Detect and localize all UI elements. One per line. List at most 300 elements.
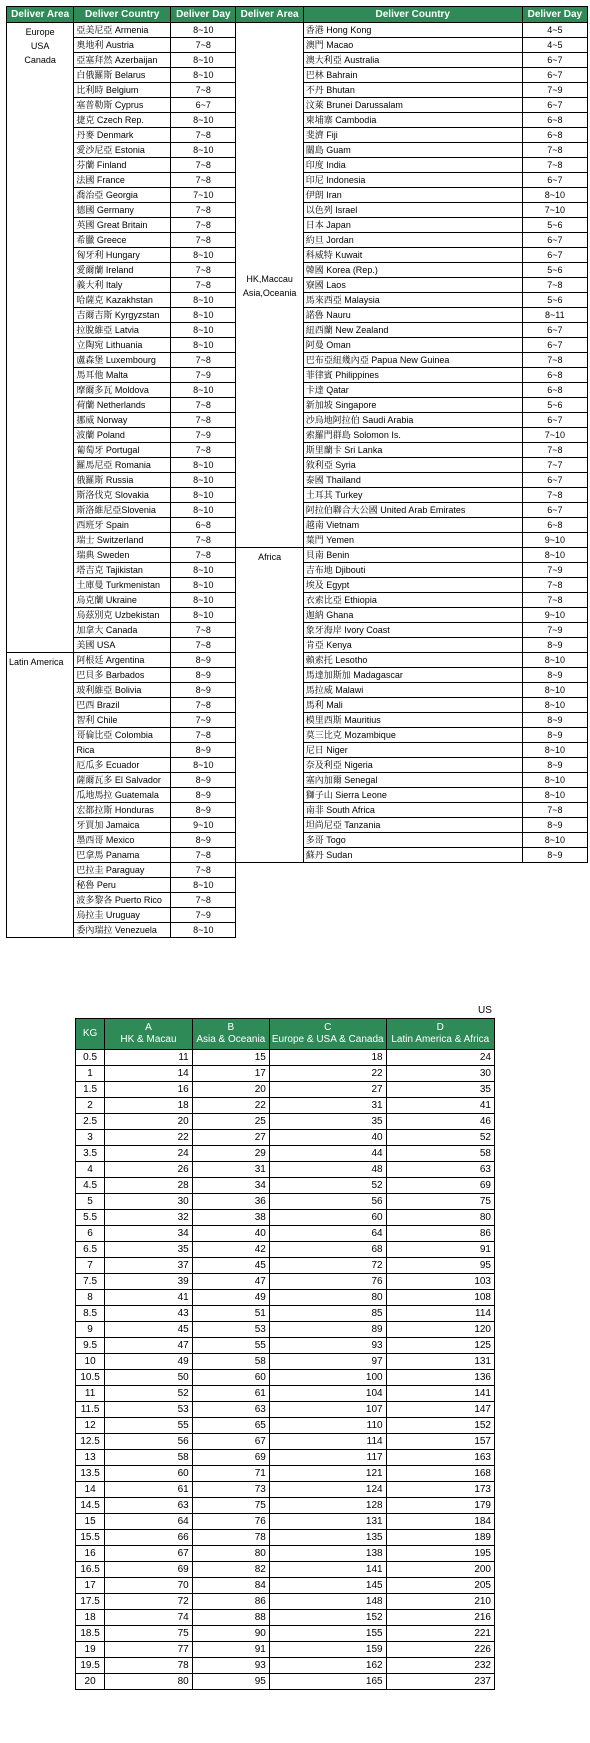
- price-cell: 67: [192, 1434, 269, 1450]
- price-cell: 80: [192, 1546, 269, 1562]
- price-row: [76, 1354, 495, 1370]
- price-cell: 64: [269, 1226, 386, 1242]
- kg-cell: 19: [76, 1642, 105, 1658]
- deliver-day-cell: 8~10: [171, 878, 236, 893]
- price-table-header: [76, 1019, 495, 1050]
- price-cell: 49: [192, 1290, 269, 1306]
- deliver-day-cell: 8~10: [522, 683, 587, 698]
- country-cell: 喬治亞 Georgia: [74, 188, 171, 203]
- price-cell: 72: [105, 1594, 193, 1610]
- price-row: [76, 1498, 495, 1514]
- price-cell: 58: [386, 1146, 494, 1162]
- price-cell: 17: [192, 1066, 269, 1082]
- deliver-day-cell: 8~9: [522, 758, 587, 773]
- price-cell: 30: [386, 1066, 494, 1082]
- header-deliver-area: Deliver Area: [236, 7, 303, 23]
- deliver-day-cell: 7~8: [171, 638, 236, 653]
- price-row: [76, 1258, 495, 1274]
- price-row: [76, 1130, 495, 1146]
- deliver-day-cell: 8~10: [522, 773, 587, 788]
- price-cell: 67: [105, 1546, 193, 1562]
- price-cell: 63: [105, 1498, 193, 1514]
- deliver-day-cell: 7~8: [171, 278, 236, 293]
- price-row: [76, 1642, 495, 1658]
- price-header-letter: B: [227, 1022, 235, 1033]
- price-cell: 200: [386, 1562, 494, 1578]
- price-cell: 50: [105, 1370, 193, 1386]
- price-cell: 141: [269, 1562, 386, 1578]
- delivery-row: [7, 23, 588, 38]
- header-deliver-day: Deliver Day: [522, 7, 587, 23]
- deliver-day-cell: 7~9: [522, 563, 587, 578]
- price-row: [76, 1562, 495, 1578]
- country-cell: 德國 Germany: [74, 203, 171, 218]
- kg-cell: 5: [76, 1194, 105, 1210]
- deliver-area-cell: Africa: [236, 548, 303, 863]
- deliver-day-cell: 7~8: [171, 848, 236, 863]
- deliver-day-cell: 9~10: [522, 533, 587, 548]
- deliver-day-cell: 7~8: [171, 38, 236, 53]
- deliver-day-cell: 8~9: [171, 803, 236, 818]
- deliver-day-cell: 6~7: [522, 173, 587, 188]
- price-header-4: [386, 1019, 494, 1050]
- deliver-day-cell: 7~8: [171, 863, 236, 878]
- kg-cell: 4.5: [76, 1178, 105, 1194]
- country-cell: 烏茲別克 Uzbekistan: [74, 608, 171, 623]
- price-cell: 95: [192, 1674, 269, 1690]
- price-cell: 37: [105, 1258, 193, 1274]
- kg-cell: 11.5: [76, 1402, 105, 1418]
- deliver-day-cell: 7~8: [171, 353, 236, 368]
- price-cell: 46: [386, 1114, 494, 1130]
- price-cell: 38: [192, 1210, 269, 1226]
- country-cell: 玻利維亞 Bolivia: [74, 683, 171, 698]
- kg-cell: 8: [76, 1290, 105, 1306]
- deliver-day-cell: 8~9: [522, 638, 587, 653]
- country-cell: 馬來西亞 Malaysia: [303, 293, 522, 308]
- country-cell: 英國 Great Britain: [74, 218, 171, 233]
- price-row: [76, 1578, 495, 1594]
- header-deliver-country: Deliver Country: [74, 7, 171, 23]
- header-deliver-area: Deliver Area: [7, 7, 74, 23]
- price-row: [76, 1514, 495, 1530]
- price-cell: 76: [269, 1274, 386, 1290]
- price-cell: 165: [269, 1674, 386, 1690]
- price-cell: 124: [269, 1482, 386, 1498]
- kg-cell: 5.5: [76, 1210, 105, 1226]
- price-cell: 28: [105, 1178, 193, 1194]
- price-cell: 25: [192, 1114, 269, 1130]
- delivery-table-header: [7, 7, 588, 23]
- deliver-day-cell: 7~8: [171, 443, 236, 458]
- deliver-day-cell: 8~10: [171, 323, 236, 338]
- price-cell: 93: [192, 1658, 269, 1674]
- country-cell: 巴林 Bahrain: [303, 68, 522, 83]
- kg-cell: 7.5: [76, 1274, 105, 1290]
- country-cell: 索羅門群島 Solomon Is.: [303, 428, 522, 443]
- currency-label: US: [478, 1005, 492, 1016]
- price-cell: 195: [386, 1546, 494, 1562]
- empty-cell: [236, 893, 303, 908]
- price-cell: 61: [192, 1386, 269, 1402]
- deliver-day-cell: 6~7: [522, 338, 587, 353]
- price-cell: 80: [105, 1674, 193, 1690]
- country-cell: 墨西哥 Mexico: [74, 833, 171, 848]
- price-cell: 52: [105, 1386, 193, 1402]
- deliver-day-cell: 6~7: [522, 233, 587, 248]
- country-cell: 宏都拉斯 Honduras: [74, 803, 171, 818]
- kg-cell: 18.5: [76, 1626, 105, 1642]
- country-cell: 迦納 Ghana: [303, 608, 522, 623]
- price-cell: 163: [386, 1450, 494, 1466]
- country-cell: 斐濟 Fiji: [303, 128, 522, 143]
- deliver-day-cell: 6~7: [522, 473, 587, 488]
- price-cell: 108: [386, 1290, 494, 1306]
- price-cell: 36: [192, 1194, 269, 1210]
- deliver-day-cell: 8~9: [522, 668, 587, 683]
- country-cell: 摩爾多瓦 Moldova: [74, 383, 171, 398]
- price-cell: 120: [386, 1322, 494, 1338]
- deliver-day-cell: 7~8: [171, 173, 236, 188]
- deliver-day-cell: 7~8: [171, 263, 236, 278]
- country-cell: 馬耳他 Malta: [74, 368, 171, 383]
- empty-cell: [522, 893, 587, 908]
- price-cell: 73: [192, 1482, 269, 1498]
- price-row: [76, 1290, 495, 1306]
- country-cell: 馬利 Mali: [303, 698, 522, 713]
- country-cell: 哈薩克 Kazakhstan: [74, 293, 171, 308]
- price-cell: 55: [192, 1338, 269, 1354]
- kg-cell: 13.5: [76, 1466, 105, 1482]
- country-cell: 吉布地 Djibouti: [303, 563, 522, 578]
- country-cell: 捷克 Czech Rep.: [74, 113, 171, 128]
- deliver-day-cell: 8~9: [171, 653, 236, 668]
- price-cell: 35: [105, 1242, 193, 1258]
- price-cell: 51: [192, 1306, 269, 1322]
- price-row: [76, 1546, 495, 1562]
- deliver-day-cell: 9~10: [522, 608, 587, 623]
- deliver-day-cell: 8~10: [171, 458, 236, 473]
- kg-cell: 9.5: [76, 1338, 105, 1354]
- price-cell: 20: [192, 1082, 269, 1098]
- deliver-day-cell: 8~10: [171, 68, 236, 83]
- price-row: [76, 1610, 495, 1626]
- deliver-day-cell: 6~8: [522, 518, 587, 533]
- deliver-day-cell: 8~9: [522, 713, 587, 728]
- price-cell: 27: [269, 1082, 386, 1098]
- price-cell: 15: [192, 1050, 269, 1066]
- deliver-day-cell: 8~10: [522, 188, 587, 203]
- deliver-day-cell: 6~8: [522, 128, 587, 143]
- price-cell: 35: [386, 1082, 494, 1098]
- country-cell: 斯洛維尼亞Slovenia: [74, 503, 171, 518]
- kg-cell: 17: [76, 1578, 105, 1594]
- price-cell: 189: [386, 1530, 494, 1546]
- country-cell: 以色列 Israel: [303, 203, 522, 218]
- price-header-3: [269, 1019, 386, 1050]
- country-cell: 賴索托 Lesotho: [303, 653, 522, 668]
- price-cell: 86: [386, 1226, 494, 1242]
- price-row: [76, 1226, 495, 1242]
- country-cell: 汶萊 Brunei Darussalam: [303, 98, 522, 113]
- delivery-row: [7, 863, 588, 878]
- price-cell: 210: [386, 1594, 494, 1610]
- price-row: [76, 1194, 495, 1210]
- empty-cell: [522, 878, 587, 893]
- country-cell: 瓜地馬拉 Guatemala: [74, 788, 171, 803]
- empty-cell: [303, 893, 522, 908]
- price-row: [76, 1082, 495, 1098]
- deliver-day-cell: 7~8: [522, 353, 587, 368]
- price-cell: 104: [269, 1386, 386, 1402]
- deliver-day-cell: 8~10: [522, 743, 587, 758]
- deliver-day-cell: 7~8: [522, 158, 587, 173]
- price-cell: 66: [105, 1530, 193, 1546]
- deliver-day-cell: 6~8: [522, 383, 587, 398]
- price-cell: 48: [269, 1162, 386, 1178]
- country-cell: 沙烏地阿拉伯 Saudi Arabia: [303, 413, 522, 428]
- price-row: [76, 1530, 495, 1546]
- country-cell: 匈牙利 Hungary: [74, 248, 171, 263]
- deliver-area-cell: Europe USA Canada: [7, 23, 74, 653]
- kg-cell: 10.5: [76, 1370, 105, 1386]
- price-cell: 78: [105, 1658, 193, 1674]
- country-cell: 印度 India: [303, 158, 522, 173]
- price-cell: 173: [386, 1482, 494, 1498]
- price-cell: 205: [386, 1578, 494, 1594]
- deliver-day-cell: 8~9: [522, 818, 587, 833]
- country-cell: 薩爾瓦多 El Salvador: [74, 773, 171, 788]
- empty-cell: [522, 908, 587, 923]
- deliver-day-cell: 7~8: [171, 203, 236, 218]
- country-cell: 斯里蘭卡 Sri Lanka: [303, 443, 522, 458]
- price-cell: 91: [386, 1242, 494, 1258]
- empty-cell: [236, 923, 303, 938]
- price-row: [76, 1674, 495, 1690]
- deliver-day-cell: 7~8: [171, 548, 236, 563]
- price-cell: 179: [386, 1498, 494, 1514]
- price-cell: 58: [105, 1450, 193, 1466]
- price-cell: 95: [386, 1258, 494, 1274]
- price-cell: 184: [386, 1514, 494, 1530]
- price-row: [76, 1322, 495, 1338]
- empty-cell: [303, 878, 522, 893]
- country-cell: 菲律賓 Philippines: [303, 368, 522, 383]
- country-cell: 秘魯 Peru: [74, 878, 171, 893]
- delivery-time-table: [6, 6, 588, 938]
- empty-cell: [303, 908, 522, 923]
- price-cell: 18: [105, 1098, 193, 1114]
- deliver-day-cell: 7~8: [171, 533, 236, 548]
- deliver-day-cell: 7~10: [522, 428, 587, 443]
- country-cell: 越南 Vietnam: [303, 518, 522, 533]
- country-cell: 希臘 Greece: [74, 233, 171, 248]
- deliver-day-cell: 9~10: [171, 818, 236, 833]
- country-cell: 敘利亞 Syria: [303, 458, 522, 473]
- price-cell: 60: [269, 1210, 386, 1226]
- price-header-letter: A: [145, 1022, 152, 1033]
- country-cell: 奈及利亞 Nigeria: [303, 758, 522, 773]
- price-cell: 75: [192, 1498, 269, 1514]
- country-cell: 羅馬尼亞 Romania: [74, 458, 171, 473]
- price-cell: 24: [105, 1146, 193, 1162]
- price-cell: 152: [269, 1610, 386, 1626]
- country-cell: 科威特 Kuwait: [303, 248, 522, 263]
- price-cell: 131: [269, 1514, 386, 1530]
- country-cell: 新加坡 Singapore: [303, 398, 522, 413]
- country-cell: 加拿大 Canada: [74, 623, 171, 638]
- country-cell: 比利時 Belgium: [74, 83, 171, 98]
- deliver-day-cell: 7~8: [171, 158, 236, 173]
- price-cell: 75: [105, 1626, 193, 1642]
- price-cell: 155: [269, 1626, 386, 1642]
- deliver-day-cell: 8~9: [522, 728, 587, 743]
- price-cell: 32: [105, 1210, 193, 1226]
- price-row: [76, 1066, 495, 1082]
- country-cell: 葡萄牙 Portugal: [74, 443, 171, 458]
- price-cell: 148: [269, 1594, 386, 1610]
- country-cell: 泰國 Thailand: [303, 473, 522, 488]
- price-cell: 63: [192, 1402, 269, 1418]
- country-cell: 模里西斯 Mauritius: [303, 713, 522, 728]
- price-cell: 53: [105, 1402, 193, 1418]
- price-row: [76, 1386, 495, 1402]
- kg-cell: 11: [76, 1386, 105, 1402]
- delivery-row: [7, 923, 588, 938]
- deliver-day-cell: 7~8: [171, 728, 236, 743]
- price-cell: 61: [105, 1482, 193, 1498]
- country-cell: 義大利 Italy: [74, 278, 171, 293]
- deliver-day-cell: 7~8: [171, 698, 236, 713]
- price-header-label: KG: [82, 1028, 98, 1039]
- price-cell: 75: [386, 1194, 494, 1210]
- deliver-day-cell: 8~9: [171, 668, 236, 683]
- empty-cell: [236, 908, 303, 923]
- deliver-day-cell: 8~10: [171, 383, 236, 398]
- kg-cell: 16.5: [76, 1562, 105, 1578]
- country-cell: 巴西 Brazil: [74, 698, 171, 713]
- deliver-day-cell: 8~10: [171, 248, 236, 263]
- country-cell: 南非 South Africa: [303, 803, 522, 818]
- deliver-day-cell: 6~7: [522, 98, 587, 113]
- country-cell: 芬蘭 Finland: [74, 158, 171, 173]
- country-cell: 貝南 Benin: [303, 548, 522, 563]
- country-cell: 關島 Guam: [303, 143, 522, 158]
- price-cell: 27: [192, 1130, 269, 1146]
- price-cell: 125: [386, 1338, 494, 1354]
- deliver-day-cell: 6~7: [522, 503, 587, 518]
- country-cell: 不丹 Bhutan: [303, 83, 522, 98]
- deliver-day-cell: 8~9: [171, 833, 236, 848]
- country-cell: 丹麥 Denmark: [74, 128, 171, 143]
- kg-cell: 13: [76, 1450, 105, 1466]
- price-cell: 103: [386, 1274, 494, 1290]
- price-cell: 168: [386, 1466, 494, 1482]
- country-cell: 衣索比亞 Ethiopia: [303, 593, 522, 608]
- deliver-day-cell: 8~9: [171, 773, 236, 788]
- kg-cell: 2: [76, 1098, 105, 1114]
- price-cell: 141: [386, 1386, 494, 1402]
- deliver-day-cell: 4~5: [522, 23, 587, 38]
- country-cell: 厄瓜多 Ecuador: [74, 758, 171, 773]
- deliver-day-cell: 8~10: [171, 608, 236, 623]
- country-cell: 獅子山 Sierra Leone: [303, 788, 522, 803]
- price-cell: 84: [192, 1578, 269, 1594]
- deliver-day-cell: 8~10: [522, 788, 587, 803]
- kg-cell: 14.5: [76, 1498, 105, 1514]
- country-cell: 土耳其 Turkey: [303, 488, 522, 503]
- price-cell: 147: [386, 1402, 494, 1418]
- kg-cell: 14: [76, 1482, 105, 1498]
- delivery-row: [7, 878, 588, 893]
- price-cell: 45: [192, 1258, 269, 1274]
- price-row: [76, 1402, 495, 1418]
- price-row: [76, 1050, 495, 1066]
- price-header-label: Asia & Oceania: [196, 1034, 266, 1045]
- price-cell: 16: [105, 1082, 193, 1098]
- deliver-area-cell: HK,Maccau Asia,Oceania: [236, 23, 303, 548]
- deliver-day-cell: 6~8: [171, 518, 236, 533]
- country-cell: 巴貝多 Barbados: [74, 668, 171, 683]
- kg-cell: 12.5: [76, 1434, 105, 1450]
- price-cell: 64: [105, 1514, 193, 1530]
- kg-cell: 1.5: [76, 1082, 105, 1098]
- kg-cell: 6.5: [76, 1242, 105, 1258]
- deliver-day-cell: 7~7: [522, 458, 587, 473]
- country-cell: 葉門 Yemen: [303, 533, 522, 548]
- country-cell: 斯洛伐克 Slovakia: [74, 488, 171, 503]
- country-cell: 盧森堡 Luxembourg: [74, 353, 171, 368]
- country-cell: 美國 USA: [74, 638, 171, 653]
- price-row: [76, 1098, 495, 1114]
- price-row: [76, 1482, 495, 1498]
- deliver-day-cell: 7~8: [171, 893, 236, 908]
- price-cell: 131: [386, 1354, 494, 1370]
- country-cell: 肯亞 Kenya: [303, 638, 522, 653]
- empty-cell: [303, 923, 522, 938]
- empty-cell: [303, 863, 522, 878]
- deliver-day-cell: 4~5: [522, 38, 587, 53]
- price-cell: 152: [386, 1418, 494, 1434]
- price-cell: 40: [269, 1130, 386, 1146]
- price-cell: 40: [192, 1226, 269, 1242]
- deliver-day-cell: 6~7: [522, 413, 587, 428]
- price-cell: 34: [192, 1178, 269, 1194]
- price-cell: 97: [269, 1354, 386, 1370]
- deliver-day-cell: 8~10: [171, 473, 236, 488]
- price-table: [75, 1018, 495, 1690]
- price-cell: 41: [386, 1098, 494, 1114]
- price-cell: 117: [269, 1450, 386, 1466]
- price-cell: 71: [192, 1466, 269, 1482]
- price-header-letter: C: [324, 1022, 332, 1033]
- kg-cell: 2.5: [76, 1114, 105, 1130]
- price-cell: 47: [105, 1338, 193, 1354]
- price-cell: 69: [386, 1178, 494, 1194]
- deliver-day-cell: 6~8: [522, 368, 587, 383]
- price-row: [76, 1626, 495, 1642]
- deliver-day-cell: 6~8: [522, 113, 587, 128]
- deliver-day-cell: 8~10: [171, 113, 236, 128]
- price-cell: 221: [386, 1626, 494, 1642]
- price-cell: 52: [386, 1130, 494, 1146]
- country-cell: 土庫曼 Turkmenistan: [74, 578, 171, 593]
- price-row: [76, 1114, 495, 1130]
- country-cell: 阿拉伯聯合大公國 United Arab Emirates: [303, 503, 522, 518]
- kg-cell: 8.5: [76, 1306, 105, 1322]
- price-cell: 34: [105, 1226, 193, 1242]
- price-cell: 58: [192, 1354, 269, 1370]
